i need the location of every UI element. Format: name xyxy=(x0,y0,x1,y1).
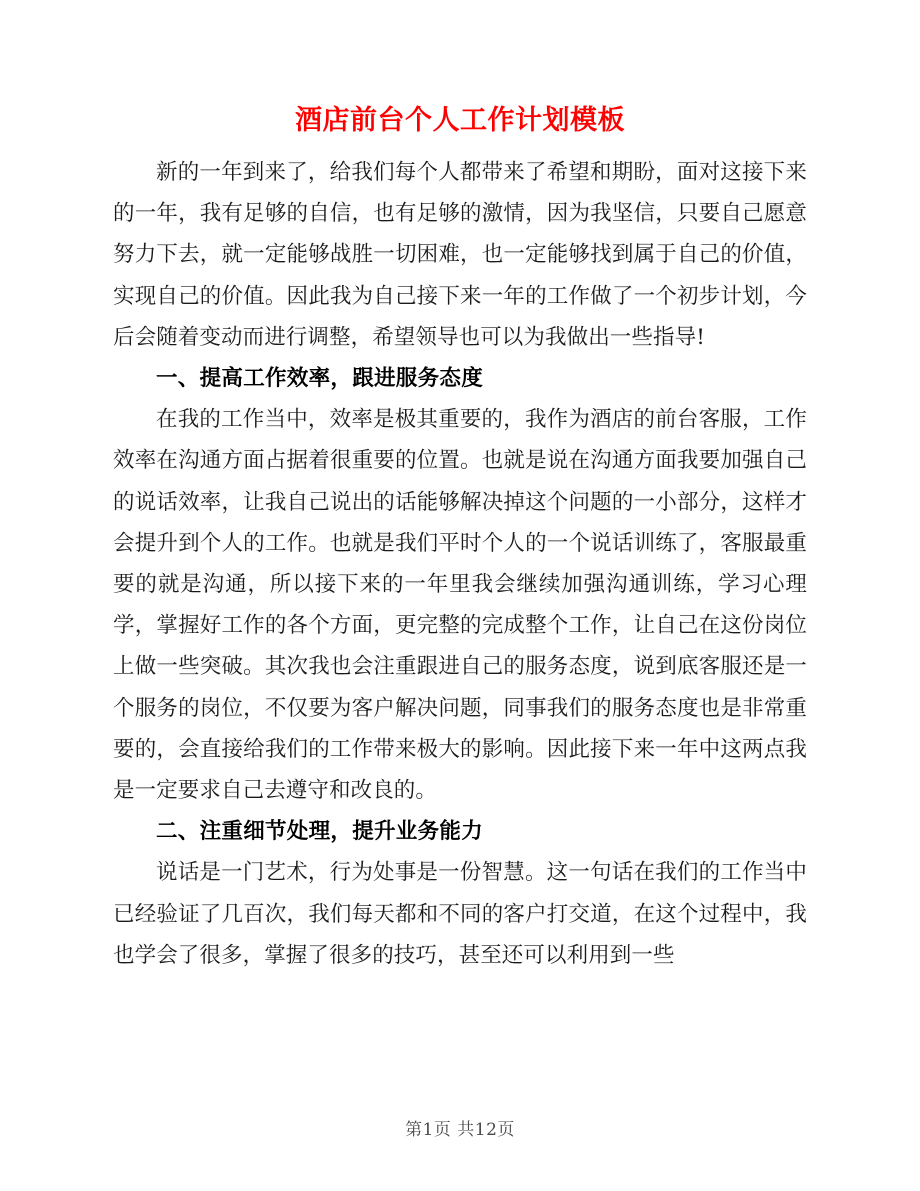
page-number-footer: 第1页 共12页 xyxy=(405,1120,515,1140)
page-title: 酒店前台个人工作计划模板 xyxy=(295,105,625,136)
section-body-2: 说话是一门艺术，行为处事是一份智慧。这一句话在我们的工作当中已经验证了几百次，我们每天都和不同的客户打交道，在这个过程中，我也学会了很多，掌握了很多的技巧，甚至还可以利用到一些 xyxy=(113,860,807,968)
document-body xyxy=(113,0,807,976)
title-spacer xyxy=(113,138,807,152)
intro-paragraph: 新的一年到来了，给我们每个人都带来了希望和期盼，面对这接下来的一年，我有足够的自信，也有足够的激情，因为我坚信，只要自己愿意努力下去，就一定能够战胜一切困难，也一定能够找到属于自己的价值，实现自己的价值。因此我为自己接下来一年的工作做了一个初步计划，今后会随着变动而进行调整，希望领导也可以为我做出一些指导! xyxy=(113,160,807,350)
section-heading-2: 二、注重细节处理，提升业务能力 xyxy=(156,819,484,845)
section-heading-1: 一、提高工作效率，跟进服务态度 xyxy=(156,366,484,392)
section-body-1: 在我的工作当中，效率是极其重要的，我作为酒店的前台客服，工作效率在沟通方面占据着很重要的位置。也就是说在沟通方面我要加强自己的说话效率，让我自己说出的话能够解决掉这个问题的一小部分，这样才会提升到个人的工作。也就是我们平时个人的一个说话训练了，客服最重要的就是沟通，所以接下来的一年里我会继续加强沟通训练，学习心理学，掌握好工作的各个方面，更完整的完成整个工作，让自己在这份岗位上做一些突破。其次我也会注重跟进自己的服务态度，说到底客服还是一个服务的岗位，不仅要为客户解决问题，同事我们的服务态度也是非常重要的，会直接给我们的工作带来极大的影响。因此接下来一年中这两点我是一定要求自己去遵守和改良的。 xyxy=(113,407,807,804)
